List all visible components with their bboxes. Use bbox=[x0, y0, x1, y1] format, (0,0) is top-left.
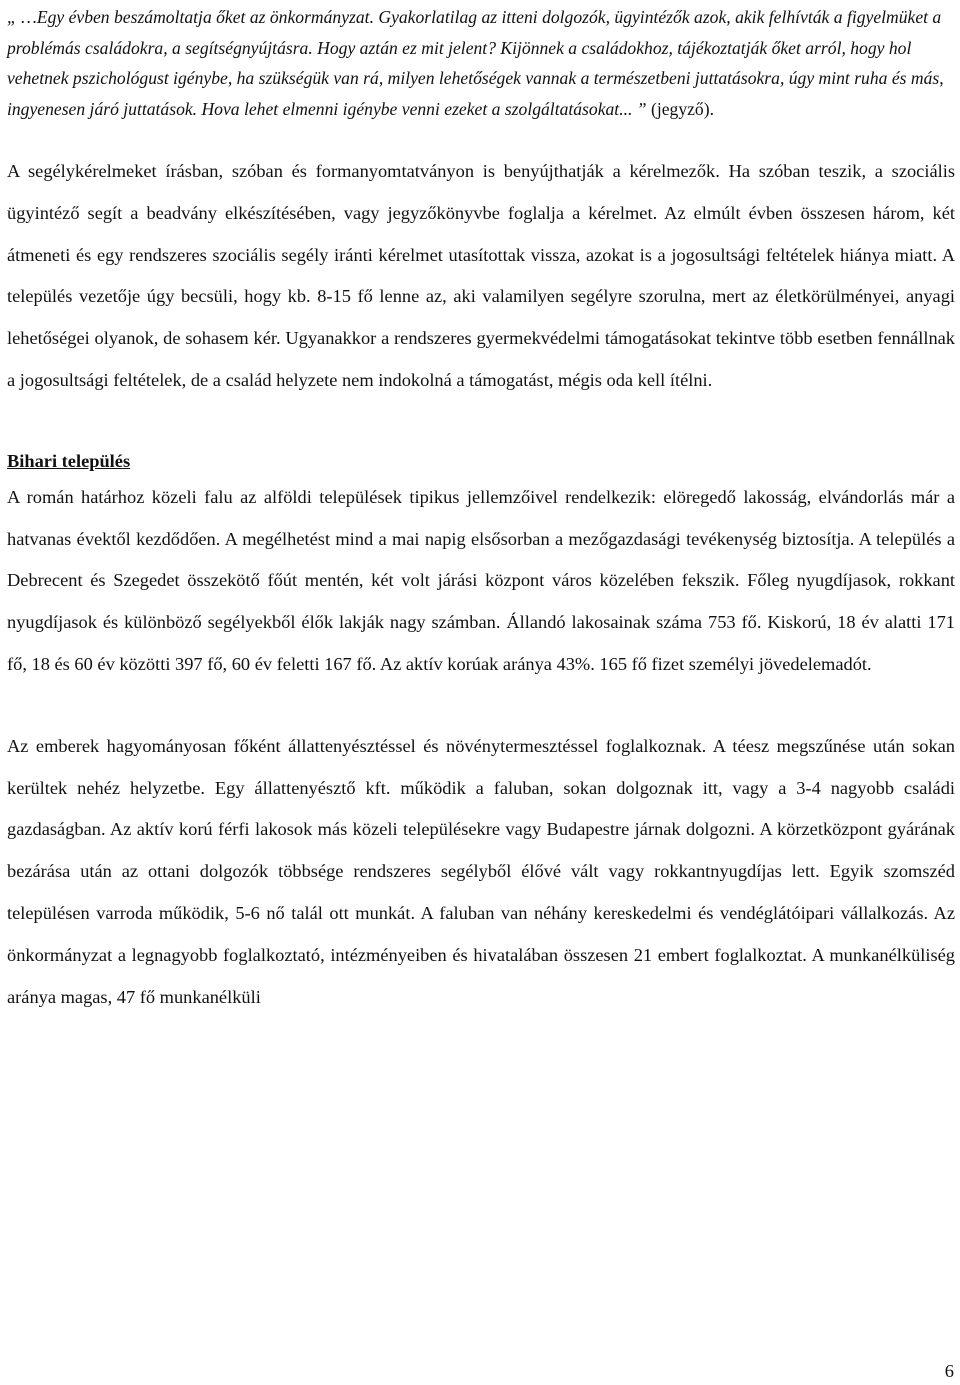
paragraph-village-description: A román határhoz közeli falu az alföldi települések tipikus jellemzőivel rendelkezik: elöregedő lakosság, elvándorlás már a hatvanas évektől kezdődően. A megélhetést mind a mai napig elsősorban a mezőgazdasági tevékenység biztosítja. A település a Debrecent és Szegedet összekötő főút mentén, két volt járási központ város közelében fekszik. Főleg nyugdíjasok, rokkant nyugdíjasok és különböző segélyekből élők lakják nagy számban. Állandó lakosainak száma 753 fő. Kiskorú, 18 év alatti 171 fő, 18 és 60 év közötti 397 fő, 60 év feletti 167 fő. Az aktív korúak aránya 43%. 165 fő fizet személyi jövedelemadót. bbox=[7, 486, 955, 674]
paragraph-employment: Az emberek hagyományosan főként állattenyésztéssel és növénytermesztéssel foglalkoznak. A téesz megszűnése után sokan kerültek nehéz helyzetbe. Egy állattenyésztő kft. működik a faluban, sokan dolgoznak itt, vagy a 3-4 nagyobb családi gazdaságban. Az aktív korú férfi lakosok más közeli településekre vagy Budapestre járnak dolgozni. A körzetközpont gyárának bezárása után az ottani dolgozók többsége rendszeres segélyből élővé vált vagy rokkantnyugdíjas lett. Egyik szomszéd településen varroda működik, 5-6 nő talál ott munkát. A faluban van néhány kereskedelmi és vendéglátóipari vállalkozás. Az önkormányzat a legnagyobb foglalkoztató, intézményeiben és hivatalában összesen 21 embert foglalkoztat. A munkanélküliség aránya magas, 47 fő munkanélküli bbox=[7, 735, 955, 1007]
paragraph-applications: A segélykérelmeket írásban, szóban és formanyomtatványon is benyújthatják a kérelmezők. Ha szóban teszik, a szociális ügyintéző segít a beadvány elkészítésében, vagy jegyzőkönyvbe foglalja a kérelmet. Az elmúlt évben összesen három, két átmeneti és egy rendszeres szociális segély iránti kérelmet utasítottak vissza, azokat is a jogosultsági feltételek hiánya miatt. A település vezetője úgy becsüli, hogy kb. 8-15 fő lenne az, aki valamilyen segélyre szorulna, mert az életkörülményei, anyagi lehetőségei olyanok, de sohasem kér. Ugyanakkor a rendszeres gyermekvédelmi támogatásokat tekintve több esetben fennállnak a jogosultsági feltételek, de a család helyzete nem indokolná a támogatást, mégis oda kell ítélni. bbox=[7, 161, 955, 390]
section-heading: Bihari település bbox=[7, 450, 131, 471]
quote-attribution: (jegyző). bbox=[646, 98, 714, 119]
document-page bbox=[7, 0, 955, 1018]
quote-text: „ …Egy évben beszámoltatja őket az önkormányzat. Gyakorlatilag az itteni dolgozók, ügyintézők azok, akik felhívták a figyelmüket a problémás családokra, a segítségnyújtásra. Hogy aztán ez mit jelent? Kijönnek a családokhoz, tájékoztatják őket arról, hogy hol vehetnek pszichológust igénybe, ha szükségük van rá, milyen lehetőségek vannak a természetbeni juttatásokra, úgy mint ruha és más, ingyenesen járó juttatások. Hova lehet elmenni igénybe venni ezeket a szolgáltatásokat... ” bbox=[7, 7, 944, 119]
interview-quote bbox=[7, 0, 955, 124]
page-number: 6 bbox=[944, 1361, 954, 1381]
